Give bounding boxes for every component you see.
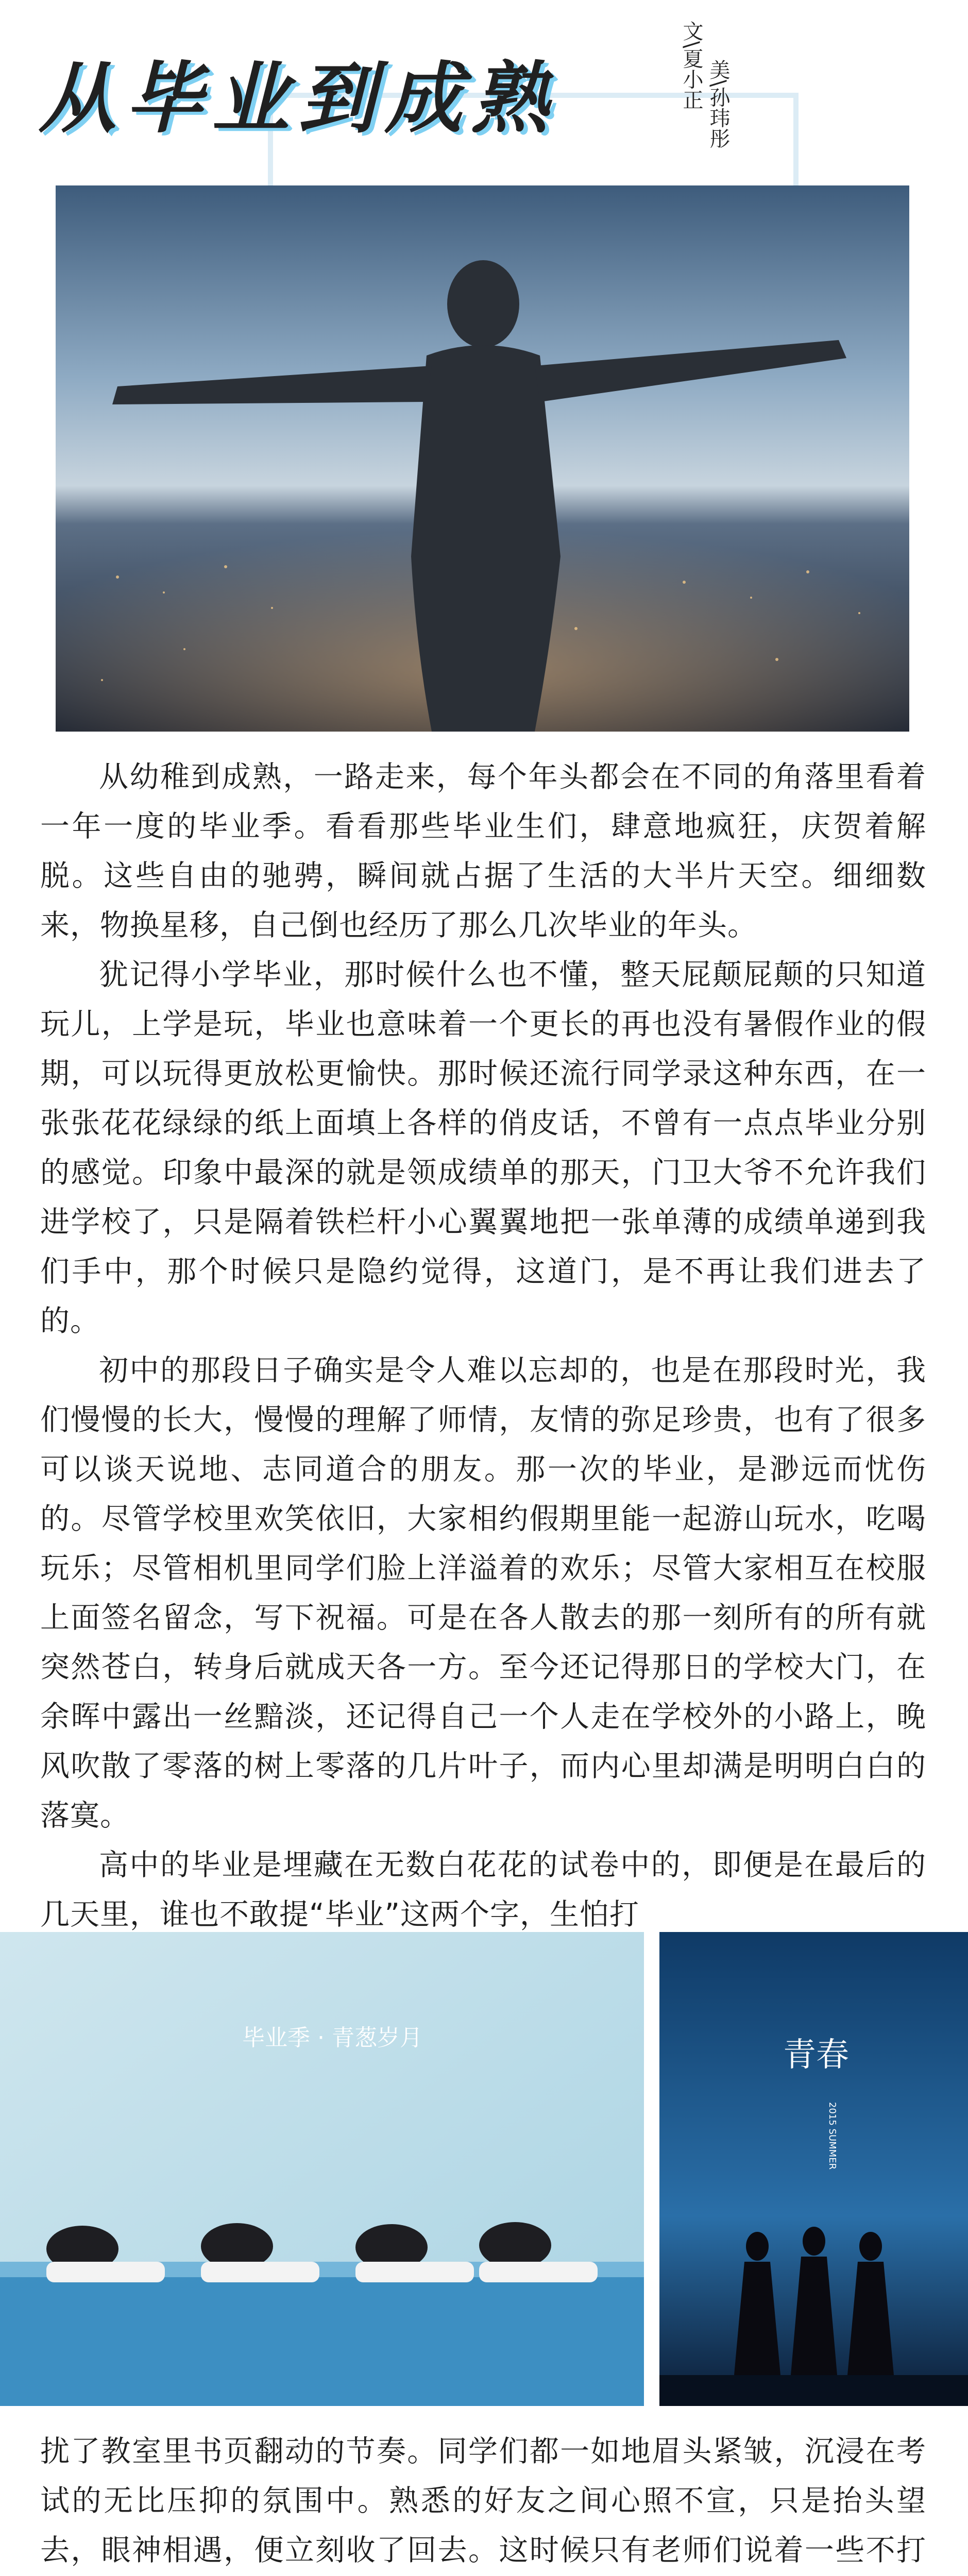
- hero-photo: [56, 185, 909, 732]
- hero-photo-illustration: [56, 185, 909, 732]
- article-body-bottom: [40, 2427, 926, 2576]
- article-body-top: [40, 752, 926, 1939]
- poster-title: 青春: [783, 2036, 849, 2074]
- author-artist: 美\孙玮彤: [706, 59, 730, 149]
- paragraph-2: 犹记得小学毕业，那时候什么也不懂，整天屁颠屁颠的只知道玩儿，上学是玩，毕业也意味着一个更长的再也没有暑假作业的假期，可以玩得更放松更愉快。那时候还流行同学录这种东西，在一张张花花绿绿的纸上面填上各样的俏皮话，不曾有一点点毕业分别的感觉。印象中最深的就是领成绩单的那天，门卫大爷不允许我们进学校了，只是隔着铁栏杆小心翼翼地把一张单薄的成绩单递到我们手中，那个时候只是隐约觉得，这道门，是不再让我们进去了的。: [40, 958, 926, 1338]
- classroom-photo: [0, 1932, 644, 2406]
- paragraph-4-start: 高中的毕业是埋藏在无数白花花的试卷中的，即便是在最后的几天里，谁也不敢提“毕业”这两个字，生怕打: [40, 1848, 926, 1931]
- paragraph-4-continued: 扰了教室里书页翻动的节奏。同学们都一如地眉头紧皱，沉浸在考试的无比压抑的氛围中。熟悉的好友之间心照不宣，只是抬头望去，眼神相遇，便立刻收了回去。这时候只有老师们说着一些不打: [40, 2434, 926, 2567]
- page-title: 从毕业到成熟: [39, 53, 558, 144]
- silhouettes-poster-illustration: [659, 1932, 968, 2406]
- classroom-photo-caption: 毕业季 · 青葱岁月: [242, 2025, 422, 2051]
- paragraph-3: 初中的那段日子确实是令人难以忘却的，也是在那段时光，我们慢慢的长大，慢慢的理解了师情，友情的弥足珍贵，也有了很多可以谈天说地、志同道合的朋友。那一次的毕业，是渺远而忧伤的。尽管学校里欢笑依旧，大家相约假期里能一起游山玩水，吃喝玩乐；尽管相机里同学们脸上洋溢着的欢乐；尽管大家相互在校服上面签名留念，写下祝福。可是在各人散去的那一刻所有的所有就突然苍白，转身后就成天各一方。至今还记得那日的学校大门，在余晖中露出一丝黯淡，还记得自己一个人走在学校外的小路上，晚风吹散了零落的树上零落的几片叶子，而内心里却满是明明白白的落寞。: [40, 1353, 926, 1833]
- poster-subtitle: 2015 SUMMER: [827, 2102, 838, 2170]
- classroom-photo-illustration: [0, 1932, 644, 2406]
- paragraph-1: 从幼稚到成熟，一路走来，每个年头都会在不同的角落里看着一年一度的毕业季。看看那些毕业生们，肆意地疯狂，庆贺着解脱。这些自由的驰骋，瞬间就占据了生活的大半片天空。细细数来，物换星移，自己倒也经历了那么几次毕业的年头。: [40, 760, 926, 942]
- silhouettes-poster: [659, 1932, 968, 2406]
- author-writer: 文\夏小正: [680, 21, 703, 110]
